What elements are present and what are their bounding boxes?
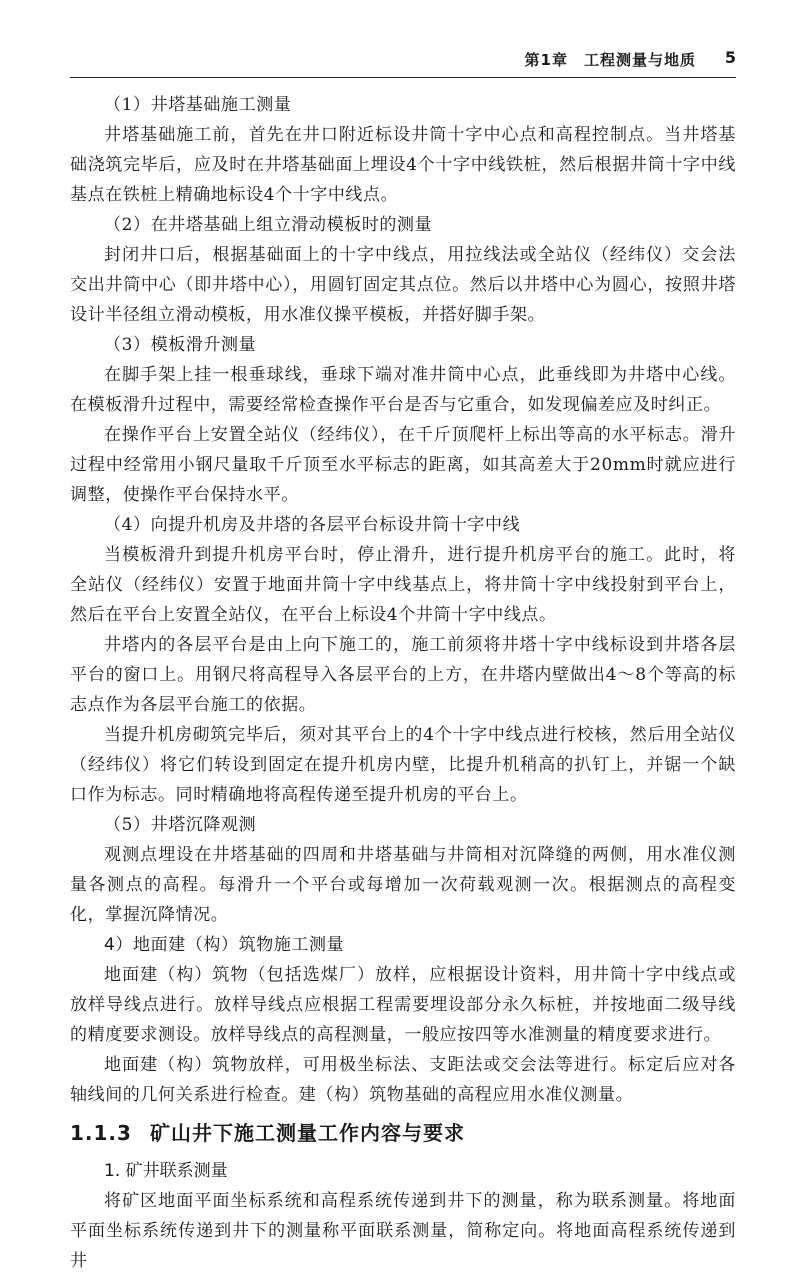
subsection-heading: （5）井塔沉降观测 <box>104 815 257 835</box>
chapter-title: 第1章 工程测量与地质 <box>524 51 696 69</box>
page-number: 5 <box>724 48 736 67</box>
subsection-heading: （1）井塔基础施工测量 <box>104 95 292 115</box>
running-header <box>70 47 736 78</box>
section-title: 矿山井下施工测量工作内容与要求 <box>149 1121 465 1145</box>
paragraph: 在操作平台上安置全站仪（经纬仪），在千斤顶爬杆上标出等高的水平标志。滑升过程中经常用小钢尺量取千斤顶至水平标志的距离，如其高差大于20mm时就应进行调整，使操作平台保持水平。 <box>70 425 736 505</box>
paragraph: 在脚手架上挂一根垂球线，垂球下端对准井筒中心点，此垂线即为井塔中心线。在模板滑升过程中，需要经常检查操作平台是否与它重合，如发现偏差应及时纠正。 <box>70 365 736 415</box>
body-text <box>70 90 736 1276</box>
paragraph: 封闭井口后，根据基础面上的十字中线点，用拉线法或全站仪（经纬仪）交会法交出井筒中心（即井塔中心），用圆钉固定其点位。然后以井塔中心为圆心，按照井塔设计半径组立滑动模板，用水准仪操平模板，并搭好脚手架。 <box>70 245 736 325</box>
paragraph: 将矿区地面平面坐标系统和高程系统传递到井下的测量，称为联系测量。将地面平面坐标系统传递到井下的测量称平面联系测量，简称定向。将地面高程系统传递到井 <box>70 1191 736 1271</box>
chapter-section-heading <box>70 1118 736 1148</box>
subsection-heading: （2）在井塔基础上组立滑动模板时的测量 <box>104 215 433 235</box>
paragraph: 当模板滑升到提升机房平台时，停止滑升，进行提升机房平台的施工。此时，将全站仪（经纬仪）安置于地面井筒十字中线基点上，将井筒十字中线投射到平台上，然后在平台上安置全站仪，在平台上标设4个井筒十字中线点。 <box>70 545 736 625</box>
subsection-title: 1. 矿井联系测量 <box>104 1161 228 1181</box>
paragraph: 地面建（构）筑物（包括选煤厂）放样，应根据设计资料，用井筒十字中线点或放样导线点进行。放样导线点应根据工程需要埋设部分永久标桩，并按地面二级导线的精度要求测设。放样导线点的高程测量，一般应按四等水准测量的精度要求进行。 <box>70 965 736 1045</box>
paragraph: 地面建（构）筑物放样，可用极坐标法、支距法或交会法等进行。标定后应对各轴线间的几何关系进行检查。建（构）筑物基础的高程应用水准仪测量。 <box>70 1055 736 1105</box>
subsection-heading: （3）模板滑升测量 <box>104 335 257 355</box>
paragraph: 观测点埋设在井塔基础的四周和井塔基础与井筒相对沉降缝的两侧，用水准仪测量各测点的高程。每滑升一个平台或每增加一次荷载观测一次。根据测点的高程变化，掌握沉降情况。 <box>70 845 736 925</box>
paragraph: 井塔基础施工前，首先在井口附近标设井筒十字中心点和高程控制点。当井塔基础浇筑完毕后，应及时在井塔基础面上埋设4个十字中线铁桩，然后根据井筒十字中线基点在铁桩上精确地标设4个十字中线点。 <box>70 125 736 205</box>
section-heading: 4）地面建（构）筑物施工测量 <box>104 935 345 955</box>
subsection-heading: （4）向提升机房及井塔的各层平台标设井筒十字中线 <box>104 515 521 535</box>
section-number: 1.1.3 <box>70 1121 132 1145</box>
paragraph: 当提升机房砌筑完毕后，须对其平台上的4个十字中线点进行校核，然后用全站仪（经纬仪）将它们转设到固定在提升机房内壁，比提升机稍高的扒钉上，并锯一个缺口作为标志。同时精确地将高程传递至提升机房的平台上。 <box>70 725 736 805</box>
paragraph: 井塔内的各层平台是由上向下施工的，施工前须将井塔十字中线标设到井塔各层平台的窗口上。用钢尺将高程导入各层平台的上方，在井塔内壁做出4～8个等高的标志点作为各层平台施工的依据。 <box>70 635 736 715</box>
